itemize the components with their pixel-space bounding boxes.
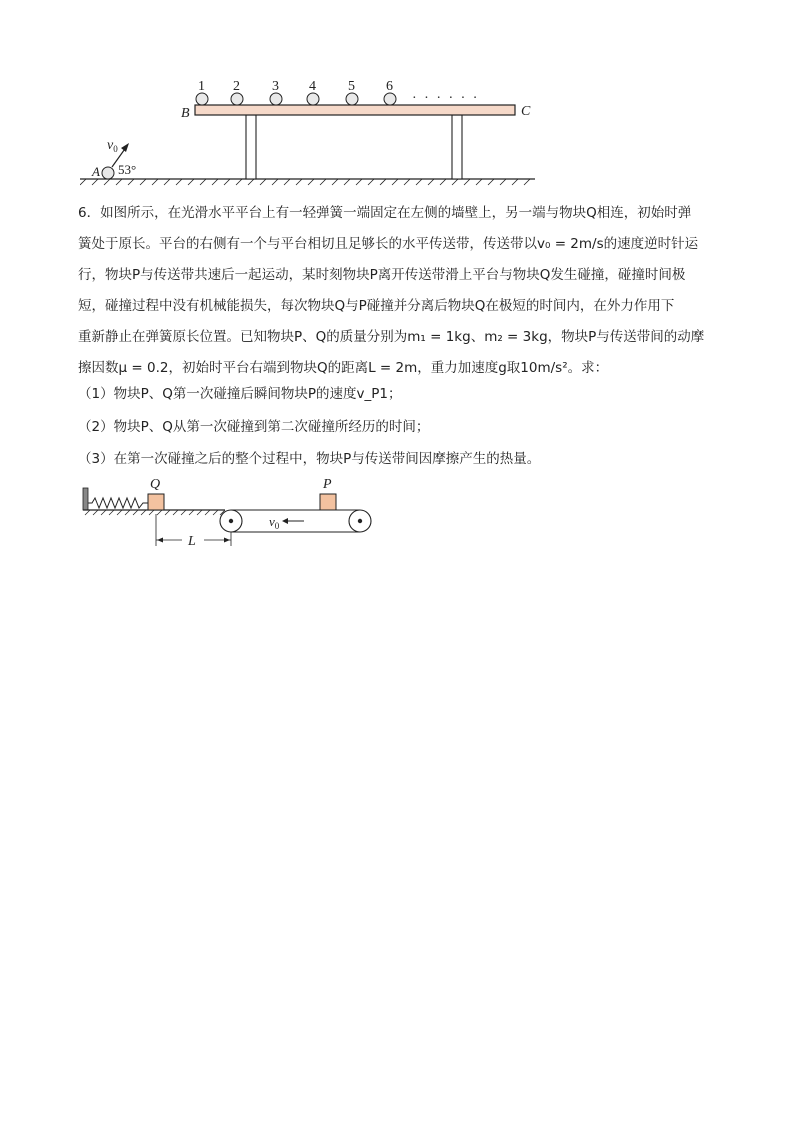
label-v0: $v_0$ <box>107 138 118 154</box>
question-line-4: 短，碰撞过程中没有机械能损失，每次物块Q与P碰撞并分离后物块Q在极短的时间内，在外力作用下 <box>78 298 675 314</box>
velocity-arrowhead <box>121 143 129 152</box>
question-line-2: 簧处于原长。平台的右侧有一个与平台相切且足够长的水平传送带，传送带以v₀ = 2m/s的速度逆时针运 <box>78 236 699 252</box>
ball-number-3: 3 <box>272 79 279 94</box>
question-number: 6． <box>78 205 101 221</box>
wall <box>83 488 88 510</box>
ball-4 <box>307 93 319 105</box>
continuation-dots: · · · · · · <box>412 91 480 106</box>
ball-number-5: 5 <box>348 79 355 94</box>
spring <box>88 498 148 508</box>
ground-hatching <box>80 179 530 185</box>
platform-hatching <box>85 510 225 515</box>
label-q: Q <box>150 477 161 492</box>
sub-question-2: （2）物块P、Q从第一次碰撞到第二次碰撞所经历的时间； <box>78 419 430 435</box>
pulley-left-axle <box>229 519 233 523</box>
label-a: A <box>92 164 100 179</box>
ball-6 <box>384 93 396 105</box>
ball-2 <box>231 93 243 105</box>
ball-number-4: 4 <box>309 79 316 94</box>
pulley-right-axle <box>358 519 362 523</box>
ball-5 <box>346 93 358 105</box>
ball-number-1: 1 <box>198 79 205 94</box>
sub-question-3: （3）在第一次碰撞之后的整个过程中，物块P与传送带间因摩擦产生的热量。 <box>78 451 541 467</box>
question-line-1: 6．如图所示，在光滑水平平台上有一轻弹簧一端固定在左侧的墙壁上，另一端与物块Q相连，初始时弹 <box>78 205 692 221</box>
figure-platform <box>80 75 540 190</box>
ball-number-6: 6 <box>386 79 393 94</box>
dimension-arrow-left <box>157 538 163 543</box>
ball-1 <box>196 93 208 105</box>
label-angle: 53° <box>118 162 137 177</box>
question-line-6: 擦因数μ = 0.2，初始时平台右端到物块Q的距离L = 2m，重力加速度g取10m/s²。求： <box>78 360 609 376</box>
dimension-arrow-right <box>224 538 230 543</box>
platform-leg-left <box>246 115 256 179</box>
label-p: P <box>323 477 332 492</box>
ball-number-2: 2 <box>233 79 240 94</box>
ball-a <box>102 167 114 179</box>
platform-leg-right <box>452 115 462 179</box>
block-p <box>320 494 336 510</box>
label-belt-v0: $v_0$ <box>269 514 280 531</box>
label-c: C <box>521 104 531 119</box>
sub-question-1: （1）物块P、Q第一次碰撞后瞬间物块P的速度v_P1； <box>78 386 402 402</box>
question-text <box>78 198 718 384</box>
belt-velocity-arrowhead <box>282 518 288 524</box>
block-q <box>148 494 164 510</box>
label-b: B <box>181 106 190 121</box>
question-line-3: 行，物块P与传送带共速后一起运动，某时刻物块P离开传送带滑上平台与物块Q发生碰撞，碰撞时间极 <box>78 267 686 283</box>
figure-conveyor <box>80 470 380 550</box>
platform-bc <box>195 105 515 115</box>
question-line-5: 重新静止在弹簧原长位置。已知物块P、Q的质量分别为m₁ = 1kg、m₂ = 3kg，物块P与传送带间的动摩 <box>78 329 705 345</box>
ball-3 <box>270 93 282 105</box>
label-l: L <box>188 534 196 549</box>
